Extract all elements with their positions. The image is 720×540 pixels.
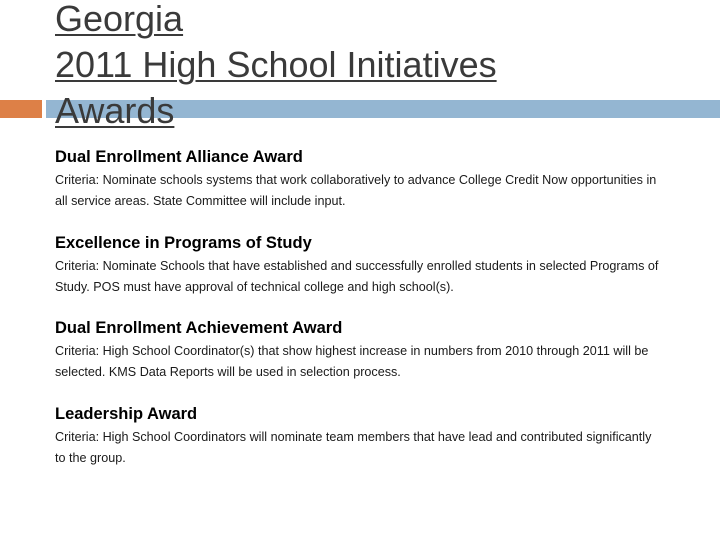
title-line-3: Awards <box>55 90 175 131</box>
award-criteria: Criteria: Nominate schools systems that work collaboratively to advance College Credit Now opportunities in all service areas. State Committee will include input. <box>55 173 657 208</box>
award-item <box>55 232 665 298</box>
award-item <box>55 403 665 469</box>
slide-title <box>55 0 695 134</box>
award-title: Dual Enrollment Achievement Award <box>55 319 343 337</box>
title-line-2: 2011 High School Initiatives <box>55 44 497 85</box>
award-title: Leadership Award <box>55 405 198 423</box>
award-item <box>55 146 665 212</box>
award-title: Dual Enrollment Alliance Award <box>55 148 303 166</box>
accent-bar-orange <box>0 100 42 118</box>
award-criteria: Criteria: High School Coordinators will nominate team members that have lead and contributed significantly to the group. <box>55 430 652 465</box>
award-criteria: Criteria: Nominate Schools that have established and successfully enrolled students in selected Programs of Study. POS must have approval of technical college and high school(s). <box>55 259 659 294</box>
award-item <box>55 317 665 383</box>
title-line-1: Georgia <box>55 0 184 39</box>
award-criteria: Criteria: High School Coordinator(s) that show highest increase in numbers from 2010 through 2011 will be selected. KMS Data Reports will be used in selection process. <box>55 344 649 379</box>
award-title: Excellence in Programs of Study <box>55 234 312 252</box>
